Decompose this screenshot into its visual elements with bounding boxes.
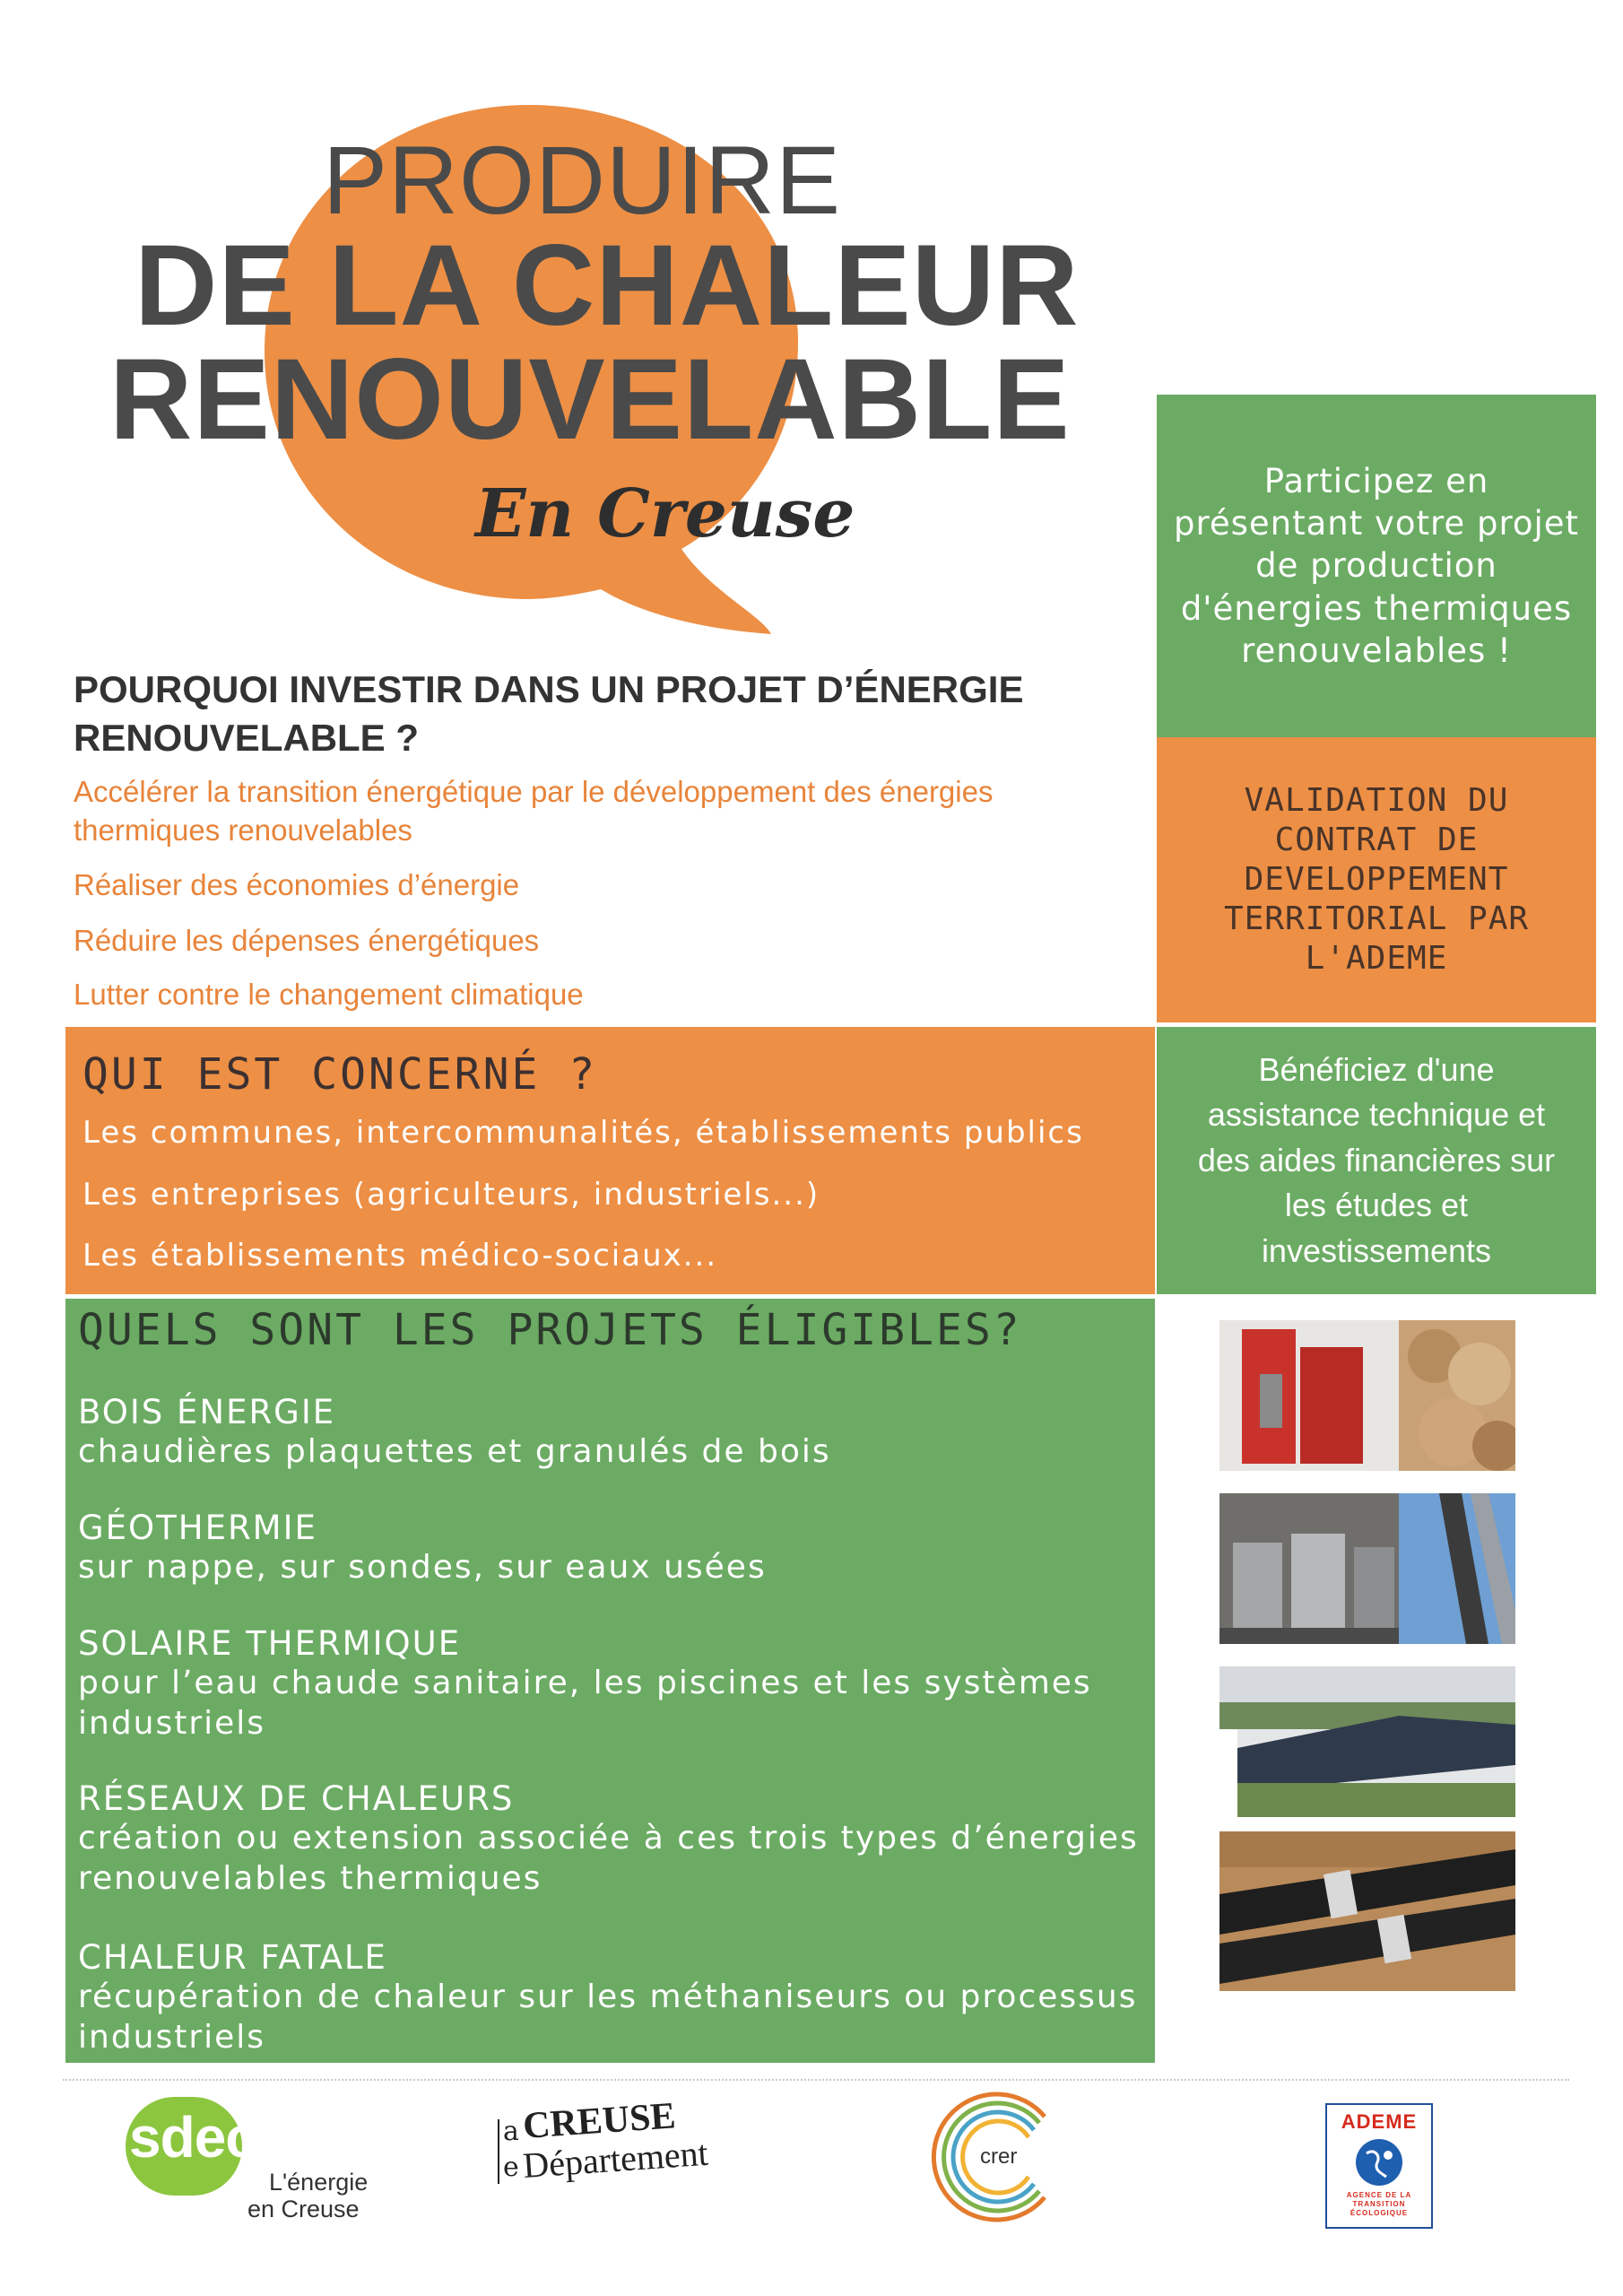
ademe-logo-sub2: TRANSITION — [1352, 2200, 1406, 2208]
title-tagline: En Creuse — [475, 475, 855, 552]
project-title: BOIS ÉNERGIE — [78, 1393, 336, 1431]
participate-panel — [1157, 395, 1596, 737]
project-description: sur nappe, sur sondes, sur eaux usées — [78, 1549, 767, 1586]
validation-text: VALIDATION DU CONTRAT DE DEVELOPPEMENT TERRITORIAL PAR L'ADEME — [1223, 782, 1530, 977]
sdec23-logo-line1: L'énergie — [269, 2169, 369, 2196]
project-title: GÉOTHERMIE — [78, 1509, 317, 1547]
title-line-2: DE LA CHALEUR — [135, 222, 1080, 350]
creuse-departement-logo — [498, 2095, 785, 2202]
project-title: SOLAIRE THERMIQUE — [78, 1624, 462, 1663]
creuse-logo-bar — [498, 2119, 499, 2184]
ademe-logo-sub1: AGENCE DE LA — [1346, 2191, 1412, 2199]
sdec23-logo-name: sdec23 — [129, 2105, 319, 2170]
title-line-3: RENOUVELABLE — [109, 335, 1071, 464]
wood-boiler-photo — [1219, 1320, 1515, 1471]
projects-heading: QUELS SONT LES PROJETS ÉLIGIBLES? — [78, 1305, 1022, 1355]
project-description: pour l’eau chaude sanitaire, les piscines et les systèmes industriels — [78, 1665, 1092, 1742]
project-description: récupération de chaleur sur les méthaniseurs ou processus industriels — [78, 1979, 1138, 2056]
ademe-logo — [1325, 2103, 1433, 2229]
why-item: Lutter contre le changement climatique — [74, 978, 584, 1011]
project-description: chaudières plaquettes et granulés de bois — [78, 1433, 831, 1470]
who-item: Les entreprises (agriculteurs, industriels...) — [82, 1177, 820, 1213]
why-item: Réduire les dépenses énergétiques — [74, 924, 540, 957]
creuse-logo-e: e — [503, 2152, 519, 2183]
creuse-logo-a: a — [503, 2116, 519, 2147]
solar-panels-photo — [1219, 1666, 1515, 1817]
project-title: CHALEUR FATALE — [78, 1938, 387, 1977]
why-item: Réaliser des économies d’énergie — [74, 868, 520, 901]
project-description: création ou extension associée à ces trois types d’énergies renouvelables thermiques — [78, 1820, 1139, 1897]
sdec23-logo — [126, 2090, 386, 2224]
heat-network-pipes-photo — [1219, 1831, 1515, 1991]
ademe-logo-name: ADEME — [1341, 2110, 1418, 2133]
sdec23-logo-line2: en Creuse — [247, 2196, 360, 2222]
ademe-logo-subtitle — [1327, 2191, 1431, 2218]
benefit-panel — [1157, 1027, 1596, 1294]
project-title: RÉSEAUX DE CHALEURS — [78, 1779, 515, 1818]
crer-logo-name: crer — [980, 2144, 1018, 2169]
globe-icon — [1354, 2137, 1404, 2187]
who-heading: QUI EST CONCERNÉ ? — [82, 1049, 598, 1100]
geothermal-photo — [1219, 1493, 1515, 1644]
crer-logo — [928, 2085, 1072, 2229]
why-item: Accélérer la transition énergétique par le développement des énergies thermiques renouvelables — [74, 775, 994, 847]
title-line-1: PRODUIRE — [323, 126, 842, 234]
participate-text: Participez en présentant votre projet de production d'énergies thermiques renouvelables ! — [1173, 461, 1580, 671]
footer-divider — [63, 2079, 1569, 2081]
who-item: Les établissements médico-sociaux... — [82, 1238, 718, 1274]
who-item: Les communes, intercommunalités, établissements publics — [82, 1115, 1084, 1151]
ademe-logo-sub3: ÉCOLOGIQUE — [1350, 2209, 1409, 2217]
why-heading: POURQUOI INVESTIR DANS UN PROJET D’ÉNERGIE RENOUVELABLE ? — [74, 668, 1024, 759]
creuse-logo-line2: Département — [521, 2132, 709, 2187]
validation-panel — [1157, 737, 1596, 1022]
benefit-text: Bénéficiez d'une assistance technique et des aides financières sur les études et investissements — [1197, 1051, 1556, 1269]
creuse-logo-line1: CREUSE — [521, 2095, 677, 2148]
